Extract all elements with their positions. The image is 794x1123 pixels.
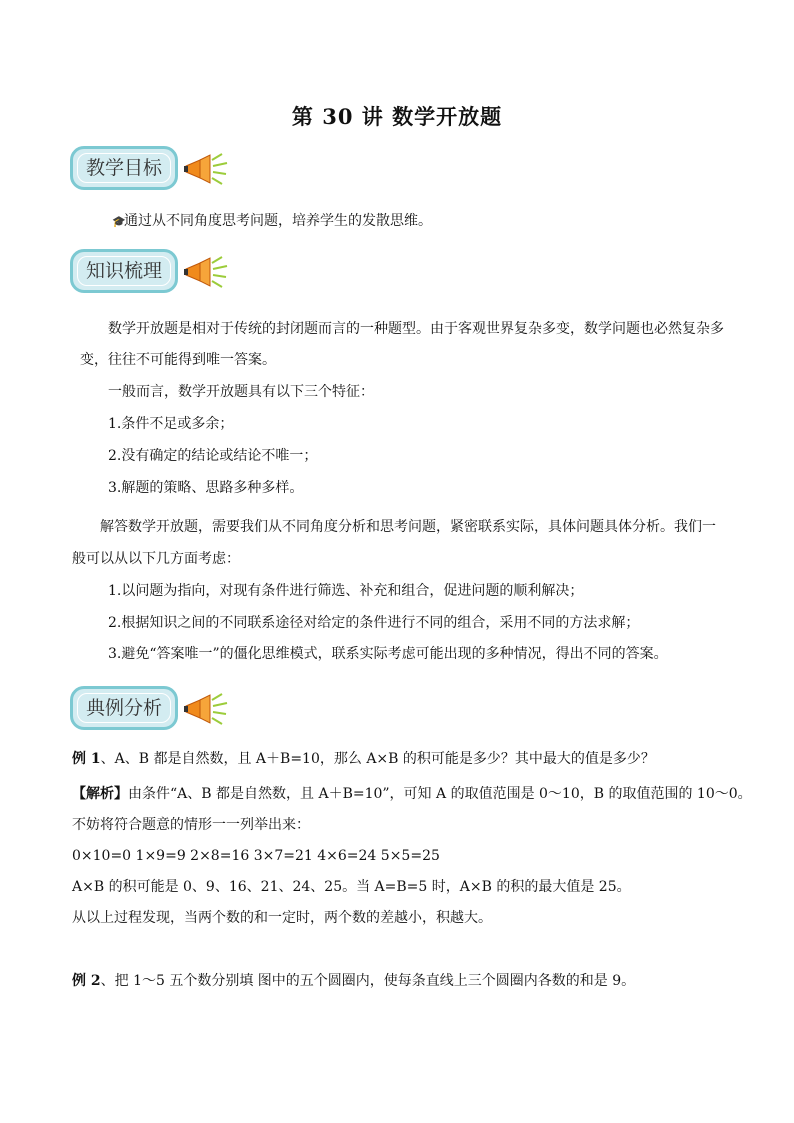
feature-item: 1.条件不足或多余；: [108, 416, 234, 432]
section-tag-examples: [70, 686, 182, 732]
knowledge-paragraph-1-line-2: 变，往往不可能得到唯一答案。: [80, 352, 276, 368]
analysis-label: 【解析】: [72, 786, 128, 802]
knowledge-paragraph-2: 一般而言，数学开放题具有以下三个特征：: [108, 384, 374, 400]
example-1-label: 例 1: [72, 751, 101, 767]
method-item: 3.避免“答案唯一”的僵化思维模式，联系实际考虑可能出现的多种情况，得出不同的答案。: [108, 646, 668, 662]
method-item: 2.根据知识之间的不同联系途径对给定的条件进行不同的组合，采用不同的方法求解；: [108, 615, 640, 631]
feature-item: 3.解题的策略、思路多种多样。: [108, 480, 304, 496]
example-1-line: A×B 的积可能是 0、9、16、21、24、25。当 A=B=5 时，A×B 的积的最大值是 25。: [72, 879, 631, 895]
example-1-line: 不妨将符合题意的情形一一列举出来：: [72, 817, 310, 833]
megaphone-icon: [182, 152, 230, 186]
knowledge-paragraph-3-line-1: 解答数学开放题，需要我们从不同角度分析和思考问题，紧密联系实际，具体问题具体分析。我们一: [100, 519, 716, 535]
graduate-icon: 🎓: [112, 215, 126, 228]
example-1-conclusion: 从以上过程发现，当两个数的和一定时，两个数的差越小，积越大。: [72, 910, 492, 926]
section-tag-goal: [70, 146, 182, 192]
section-title-examples: 典例分析: [85, 697, 162, 719]
section-title-knowledge: 知识梳理: [85, 260, 162, 282]
example-1-equations: 0×10=0 1×9=9 2×8=16 3×7=21 4×6=24 5×5=25: [72, 848, 440, 864]
feature-item: 2.没有确定的结论或结论不唯一；: [108, 448, 318, 464]
example-2-question: 例 2、把 1～5 五个数分别填 图中的五个圆圈内，使每条直线上三个圆圈内各数的和是 9。: [72, 973, 636, 989]
method-item: 1.以问题为指向，对现有条件进行筛选、补充和组合，促进问题的顺利解决；: [108, 583, 584, 599]
example-2-label: 例 2: [72, 973, 101, 989]
megaphone-icon: [182, 255, 230, 289]
megaphone-icon: [182, 692, 230, 726]
example-1-question: 例 1、A、B 都是自然数，且 A＋B=10，那么 A×B 的积可能是多少？其中最大的值是多少？: [72, 751, 655, 767]
section-title-goal: 教学目标: [85, 157, 162, 179]
knowledge-paragraph-3-line-2: 般可以从以下几方面考虑：: [72, 551, 240, 567]
example-1-analysis: 【解析】由条件“A、B 都是自然数，且 A＋B=10”，可知 A 的取值范围是 0～10，B 的取值范围的 10～0。: [72, 786, 752, 802]
goal-text: 🎓通过从不同角度思考问题，培养学生的发散思维。: [112, 211, 432, 232]
knowledge-paragraph-1-line-1: 数学开放题是相对于传统的封闭题而言的一种题型。由于客观世界复杂多变，数学问题也必然复杂多: [108, 321, 724, 337]
page-title: 第 30 讲 数学开放题: [291, 104, 503, 129]
section-tag-knowledge: [70, 249, 182, 295]
